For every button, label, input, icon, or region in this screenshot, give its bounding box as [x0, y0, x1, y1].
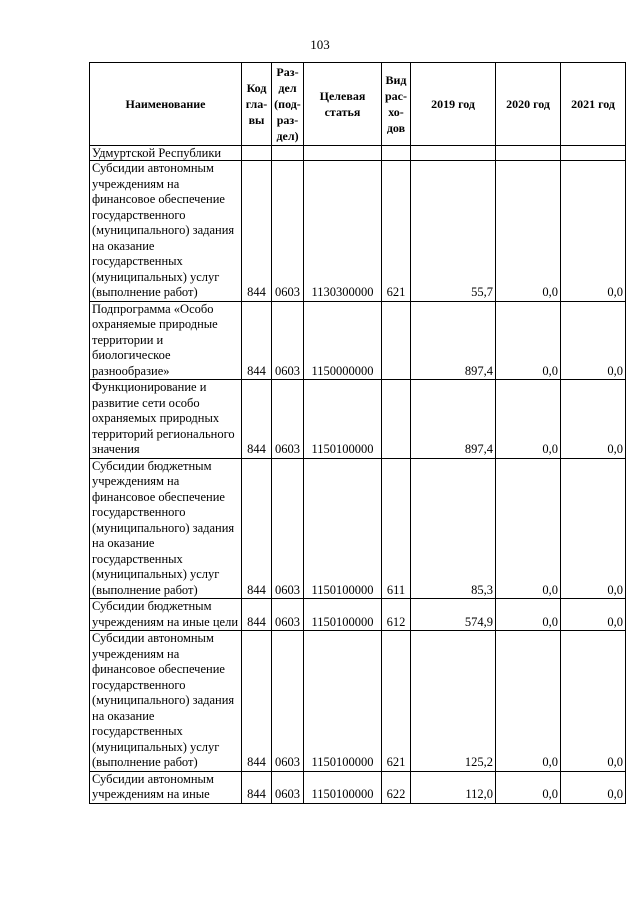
row-section: 0603: [272, 161, 304, 302]
table-row: [90, 161, 626, 302]
row-2019: 112,0: [411, 771, 496, 803]
budget-table: [89, 62, 626, 804]
row-2019: 897,4: [411, 380, 496, 459]
row-target: 1150100000: [304, 599, 382, 631]
row-2019: 125,2: [411, 631, 496, 772]
header-2019: 2019 год: [411, 63, 496, 146]
row-2020: 0,0: [496, 631, 561, 772]
header-code: Код гла-вы: [242, 63, 272, 146]
row-code: 844: [242, 631, 272, 772]
header-name: Наименование: [90, 63, 242, 146]
row-name: Субсидии автономным учреждениям на иные: [90, 771, 242, 803]
row-code: 844: [242, 458, 272, 599]
row-name: Удмуртской Республики: [90, 146, 242, 161]
row-code: 844: [242, 599, 272, 631]
row-section: 0603: [272, 771, 304, 803]
row-kind: [382, 301, 411, 380]
row-code: 844: [242, 161, 272, 302]
row-2021: 0,0: [561, 161, 626, 302]
row-target: 1150100000: [304, 771, 382, 803]
table-row: [90, 631, 626, 772]
row-2021: 0,0: [561, 301, 626, 380]
row-2020: 0,0: [496, 161, 561, 302]
row-code: [242, 146, 272, 161]
row-2021: [561, 146, 626, 161]
row-kind: 621: [382, 631, 411, 772]
row-target: [304, 146, 382, 161]
row-2020: 0,0: [496, 380, 561, 459]
header-target: Целевая статья: [304, 63, 382, 146]
table-row: [90, 301, 626, 380]
row-section: 0603: [272, 301, 304, 380]
table-row: [90, 771, 626, 803]
row-section: 0603: [272, 599, 304, 631]
row-section: 0603: [272, 631, 304, 772]
row-name: Субсидии бюджетным учреждениям на финансовое обеспечение государственного (муниципального) задания на оказание государственных (муниципальных) услуг (выполнение работ): [90, 458, 242, 599]
table-row: [90, 458, 626, 599]
header-2021: 2021 год: [561, 63, 626, 146]
row-kind: 611: [382, 458, 411, 599]
table-row: [90, 599, 626, 631]
page-number: 103: [310, 37, 330, 52]
row-kind: [382, 380, 411, 459]
row-target: 1150100000: [304, 458, 382, 599]
row-2019: 85,3: [411, 458, 496, 599]
row-name: Субсидии автономным учреждениям на финансовое обеспечение государственного (муниципального) задания на оказание государственных (муниципальных) услуг (выполнение работ): [90, 631, 242, 772]
row-2021: 0,0: [561, 631, 626, 772]
row-2019: [411, 146, 496, 161]
row-2020: 0,0: [496, 599, 561, 631]
row-2019: 574,9: [411, 599, 496, 631]
header-2020: 2020 год: [496, 63, 561, 146]
row-name: Подпрограмма «Особо охраняемые природные территории и биологическое разнообразие»: [90, 301, 242, 380]
row-name: Функционирование и развитие сети особо охраняемых природных территорий регионального значения: [90, 380, 242, 459]
row-name: Субсидии автономным учреждениям на финансовое обеспечение государственного (муниципального) задания на оказание государственных (муниципальных) услуг (выполнение работ): [90, 161, 242, 302]
row-target: 1150100000: [304, 631, 382, 772]
row-kind: 622: [382, 771, 411, 803]
row-code: 844: [242, 380, 272, 459]
row-target: 1150100000: [304, 380, 382, 459]
row-section: [272, 146, 304, 161]
row-2021: 0,0: [561, 771, 626, 803]
row-name: Субсидии бюджетным учреждениям на иные цели: [90, 599, 242, 631]
row-section: 0603: [272, 380, 304, 459]
row-2020: 0,0: [496, 771, 561, 803]
row-2019: 897,4: [411, 301, 496, 380]
table-row: [90, 380, 626, 459]
row-2020: [496, 146, 561, 161]
header-section: Раз-дел (под-раз-дел): [272, 63, 304, 146]
row-kind: [382, 146, 411, 161]
row-2020: 0,0: [496, 301, 561, 380]
row-2021: 0,0: [561, 380, 626, 459]
row-target: 1150000000: [304, 301, 382, 380]
row-2020: 0,0: [496, 458, 561, 599]
row-2021: 0,0: [561, 599, 626, 631]
row-2019: 55,7: [411, 161, 496, 302]
table-header-row: [90, 63, 626, 146]
row-code: 844: [242, 301, 272, 380]
table-row: [90, 146, 626, 161]
row-code: 844: [242, 771, 272, 803]
row-section: 0603: [272, 458, 304, 599]
row-2021: 0,0: [561, 458, 626, 599]
row-kind: 621: [382, 161, 411, 302]
row-target: 1130300000: [304, 161, 382, 302]
header-kind: Вид рас-хо-дов: [382, 63, 411, 146]
row-kind: 612: [382, 599, 411, 631]
